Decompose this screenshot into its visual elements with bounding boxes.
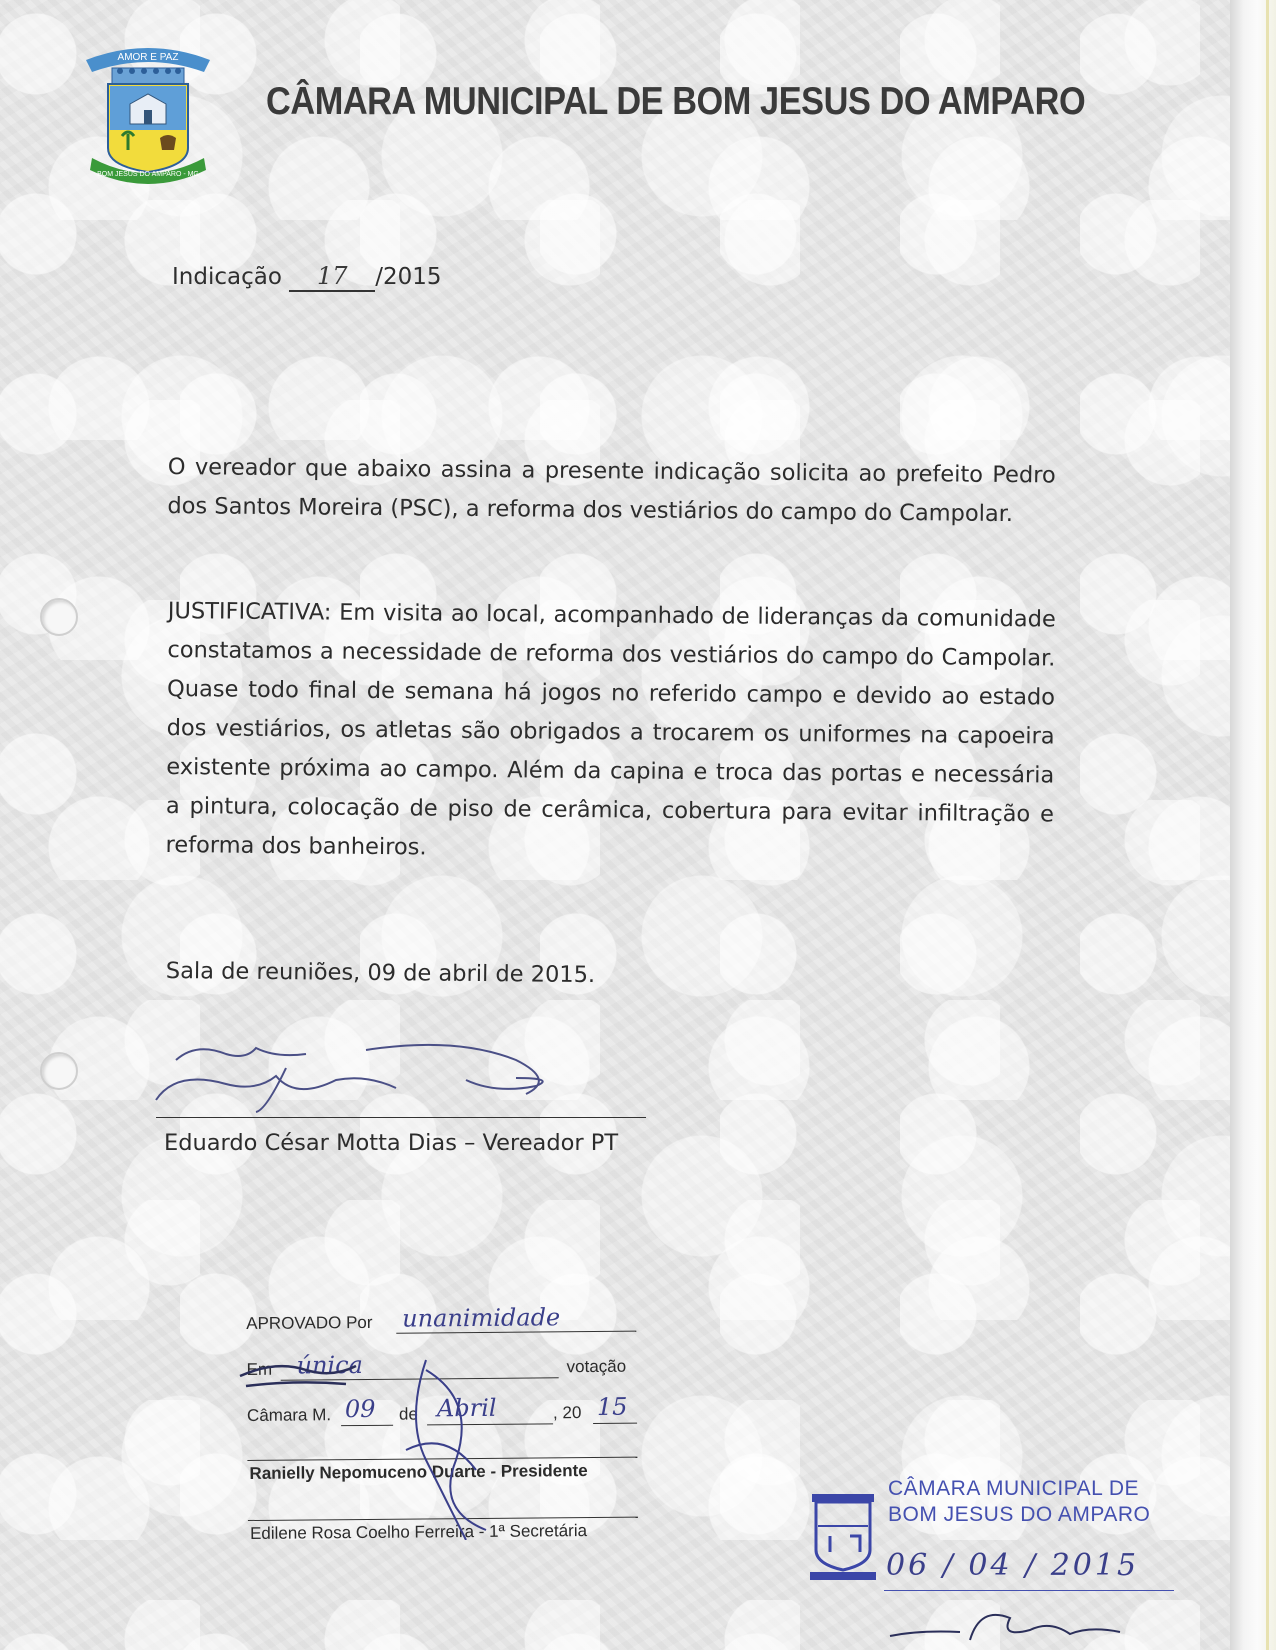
punch-hole-bottom (40, 1052, 78, 1090)
signature-line (156, 1117, 646, 1118)
document-number (172, 262, 442, 292)
voting-round-value: única (296, 1350, 364, 1380)
de-label: de (398, 1404, 419, 1424)
councilman-signature (136, 1040, 656, 1120)
approved-by-row (246, 1296, 666, 1346)
stamp-date: 06 / 04 / 2015 (886, 1548, 1140, 1583)
approval-signatures (236, 1340, 596, 1540)
approval-year-suffix: 15 (596, 1392, 628, 1421)
document-number-label: Indicação (172, 264, 282, 290)
receipt-stamp (800, 1472, 1180, 1642)
stamp-line-2: BOM JESUS DO AMPARO (888, 1503, 1151, 1526)
year-prefix: , 20 (552, 1403, 582, 1423)
page-edge (1230, 0, 1276, 1650)
approved-by-value: unanimidade (402, 1303, 561, 1333)
justification-paragraph: JUSTIFICATIVA: Em visita ao local, acompanhado de lideranças da comunidade constatamos a necessidade de reforma dos vestiários do campo do Campolar. Quase todo final de semana há jogos no referido campo e devido ao estado dos vestiários, os atletas são obrigados a trocarem os uniformes na capoeira existente próxima ao campo. Além da capina e troca das portas e necessária a pintura, colocação de piso de cerâmica, cobertura para evitar infiltração e reforma dos banheiros. (165, 597, 1056, 861)
logo-motto: AMOR E PAZ (117, 52, 179, 63)
stamp-signature (880, 1600, 1180, 1642)
logo-banner-text: BOM JESUS DO AMPARO - MG (97, 171, 199, 178)
institution-name: CÂMARA MUNICIPAL DE BOM JESUS DO AMPARO (266, 80, 1086, 123)
stamp-date-line (884, 1590, 1174, 1591)
municipal-coat-of-arms-logo (82, 38, 214, 188)
stamp-emblem-icon (800, 1472, 886, 1582)
place-and-date: Sala de reuniões, 09 de abril de 2015. (165, 958, 596, 989)
secretary-name: Edilene Rosa Coelho Ferreira - 1ª Secretária (249, 1521, 588, 1543)
stamp-institution (888, 1476, 1150, 1528)
president-name: Ranielly Nepomuceno Duarte - Presidente (249, 1461, 588, 1483)
chamber-label: Câmara M. (246, 1405, 332, 1425)
signer-name: Eduardo César Motta Dias – Vereador PT (164, 1130, 619, 1156)
punch-hole-top (40, 598, 78, 636)
stamp-line-1: CÂMARA MUNICIPAL DE (888, 1477, 1140, 1500)
in-label: Em (246, 1359, 273, 1379)
document-number-value: 17 (289, 262, 375, 292)
approved-by-label: APROVADO Por (246, 1312, 373, 1333)
approval-day: 09 (344, 1394, 376, 1424)
approval-month: Abril (436, 1393, 497, 1423)
vote-label: votação (566, 1356, 627, 1377)
request-paragraph: O vereador que abaixo assina a presente indicação solicita ao prefeito Pedro dos Santos Moreira (PSC), a reforma dos vestiários do campo do Campolar. (167, 453, 1056, 528)
document-number-year: /2015 (375, 264, 442, 290)
